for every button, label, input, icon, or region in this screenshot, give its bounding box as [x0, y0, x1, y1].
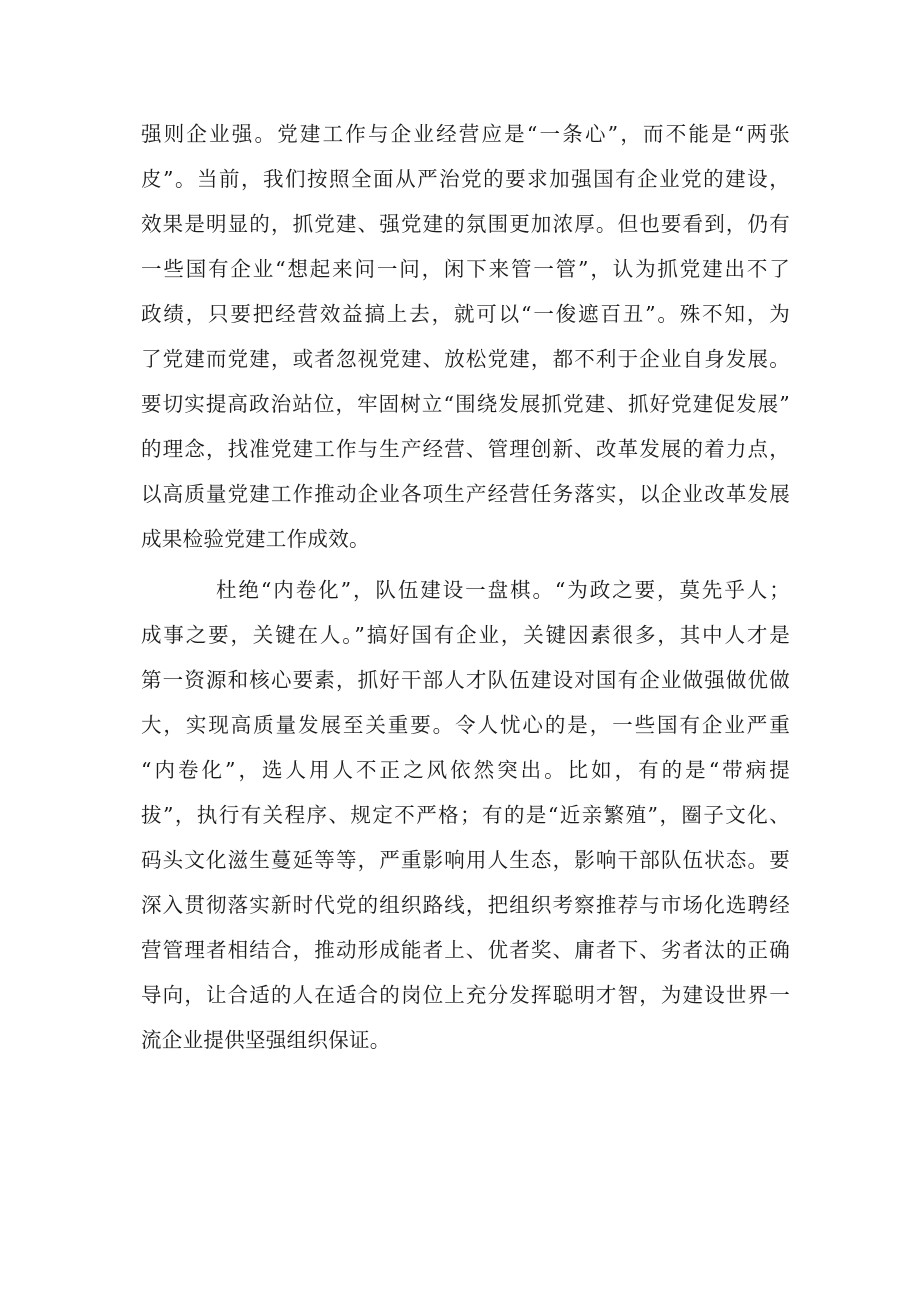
text-line: 码头文化滋生蔓延等等，严重影响用人生态，影响干部队伍状态。要 — [141, 848, 790, 872]
paragraph-party-building — [141, 112, 790, 562]
text-line: 营管理者相结合，推动形成能者上、优者奖、庸者下、劣者汰的正确 — [141, 938, 790, 962]
text-line: 深入贯彻落实新时代党的组织路线，把组织考察推荐与市场化选聘经 — [141, 893, 790, 917]
text-line: “内卷化”，选人用人不正之风依然突出。比如，有的是“带病提 — [141, 758, 790, 782]
text-line: 皮”。当前，我们按照全面从严治党的要求加强国有企业党的建设， — [141, 167, 790, 191]
text-line: 政绩，只要把经营效益搞上去，就可以“一俊遮百丑”。殊不知，为 — [141, 302, 790, 326]
text-line: 第一资源和核心要素，抓好干部人才队伍建设对国有企业做强做优做 — [141, 668, 790, 692]
paragraph-team-building — [141, 568, 790, 1063]
text-line: 的理念，找准党建工作与生产经营、管理创新、改革发展的着力点， — [141, 437, 790, 461]
text-line: 强则企业强。党建工作与企业经营应是“一条心”，而不能是“两张 — [141, 122, 790, 146]
text-line: 一些国有企业“想起来问一问，闲下来管一管”，认为抓党建出不了 — [141, 257, 790, 281]
text-line: 成果检验党建工作成效。 — [141, 527, 370, 551]
text-line: 杜绝“内卷化”，队伍建设一盘棋。“为政之要，莫先乎人； — [216, 578, 790, 602]
text-line: 效果是明显的，抓党建、强党建的氛围更加浓厚。但也要看到，仍有 — [141, 212, 790, 236]
text-line: 大，实现高质量发展至关重要。令人忧心的是，一些国有企业严重 — [141, 713, 790, 737]
text-line: 导向，让合适的人在适合的岗位上充分发挥聪明才智，为建设世界一 — [141, 983, 790, 1007]
text-line: 成事之要，关键在人。”搞好国有企业，关键因素很多，其中人才是 — [141, 623, 790, 647]
text-line: 流企业提供坚强组织保证。 — [141, 1028, 391, 1052]
text-line: 拔”，执行有关程序、规定不严格；有的是“近亲繁殖”，圈子文化、 — [141, 803, 790, 827]
text-line: 了党建而党建，或者忽视党建、放松党建，都不利于企业自身发展。 — [141, 347, 790, 371]
text-line: 以高质量党建工作推动企业各项生产经营任务落实，以企业改革发展 — [141, 482, 790, 506]
document-page — [141, 112, 790, 1063]
text-line: 要切实提高政治站位，牢固树立“围绕发展抓党建、抓好党建促发展” — [141, 392, 790, 416]
